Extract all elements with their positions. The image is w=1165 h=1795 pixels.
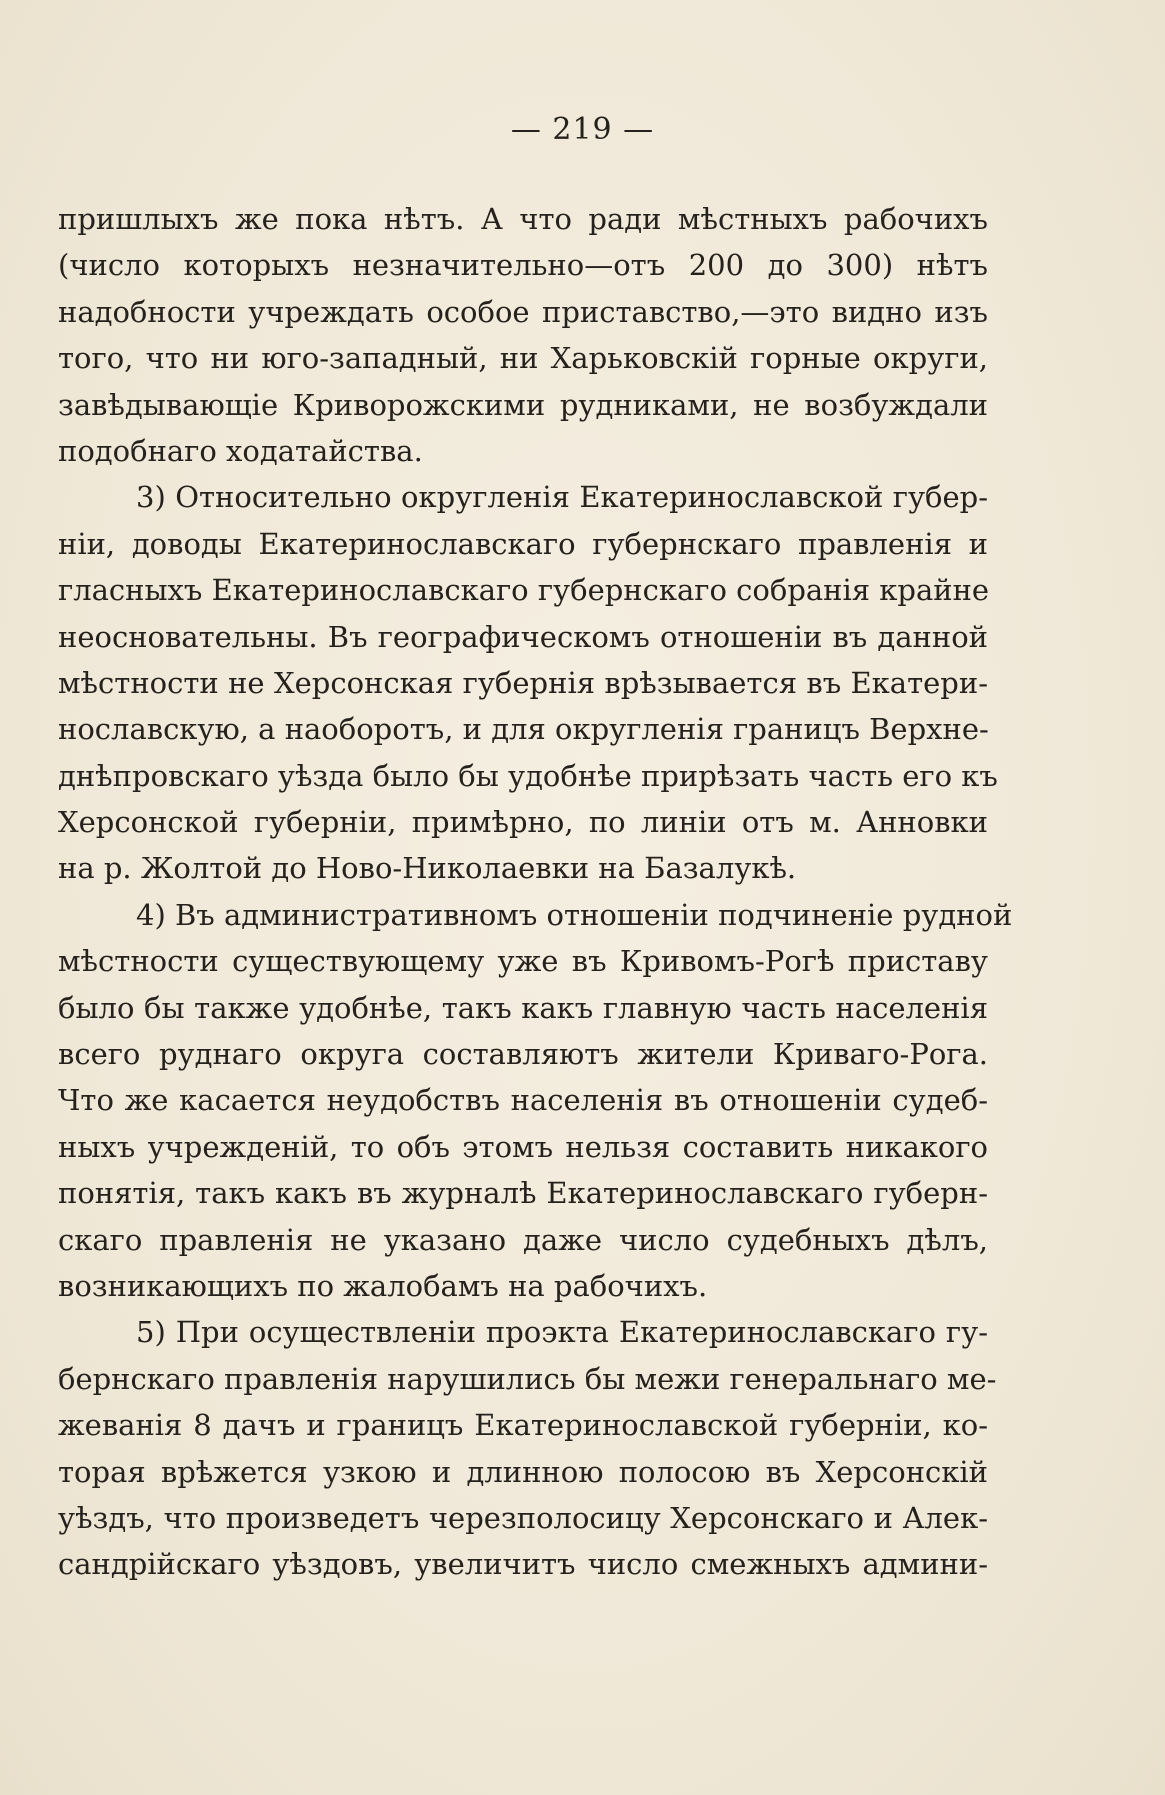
text-line: мѣстности существующему уже въ Кривомъ-Рогѣ приставу [58,944,988,979]
text-line: возникающихъ по жалобамъ на рабочихъ. [58,1268,708,1303]
text-line: мѣстности не Херсонская губернія врѣзывается въ Екатери- [58,665,988,700]
text-line: завѣдывающіе Криворожскими рудниками, не возбуждали [58,387,988,422]
text-line: (число которыхъ незначительно—отъ 200 до 300) нѣтъ [58,248,988,283]
paragraph-4-start: 4) Въ административномъ отношеніи подчиненіе рудной [136,897,1013,932]
text-line: Что же касается неудобствъ населенія въ отношеніи судеб- [58,1083,988,1118]
text-line: нославскую, а наоборотъ, и для округленія границъ Верхне- [58,712,989,747]
text-line: сандрійскаго уѣздовъ, увеличитъ число смежныхъ админи- [58,1547,988,1582]
text-line: гласныхъ Екатеринославскаго губернскаго собранія крайне [58,573,990,608]
text-line: подобнаго ходатайства. [58,433,423,468]
text-line: торая врѣжется узкою и длинною полосою въ Херсонскій [58,1454,988,1489]
text-line: днѣпровскаго уѣзда было бы удобнѣе прирѣзать часть его къ [58,758,998,793]
text-line: пришлыхъ же пока нѣтъ. А что ради мѣстныхъ рабочихъ [58,202,988,236]
text-line: бернскаго правленія нарушились бы межи генеральнаго ме- [58,1361,997,1396]
text-line: того, что ни юго-западный, ни Харьковскій горные округи, [58,341,988,376]
text-line: надобности учреждать особое приставство,—это видно изъ [58,294,988,329]
text-line: на р. Жолтой до Ново-Николаевки на Базалукѣ. [58,851,797,886]
text-line: ныхъ учрежденій, то объ этомъ нельзя составить никакого [58,1129,988,1164]
text-line: понятія, такъ какъ въ журналѣ Екатеринославскаго губерн- [58,1176,988,1211]
page-number: — 219 — [510,112,655,147]
text-line: скаго правленія не указано даже число судебныхъ дѣлъ, [58,1222,988,1257]
text-line: всего руднаго округа составляютъ жители Криваго-Рога. [58,1037,988,1072]
text-line: ніи, доводы Екатеринославскаго губернскаго правленія и [58,526,988,561]
text-line: жеванія 8 дачъ и границъ Екатеринославской губерніи, ко- [58,1408,988,1443]
body-text [58,196,1013,1588]
text-line: неосновательны. Въ географическомъ отношеніи въ данной [58,619,988,654]
text-line: Херсонской губерніи, примѣрно, по линіи отъ м. Анновки [58,805,988,840]
text-line: уѣздъ, что произведетъ черезполосицу Херсонскаго и Алек- [58,1500,988,1535]
paragraph-5-start: 5) При осуществленіи проэкта Екатеринославскаго гу- [136,1315,988,1350]
text-line: было бы также удобнѣе, такъ какъ главную часть населенія [58,990,988,1025]
paragraph-3-start: 3) Относительно округленія Екатеринославской губер- [136,480,988,515]
